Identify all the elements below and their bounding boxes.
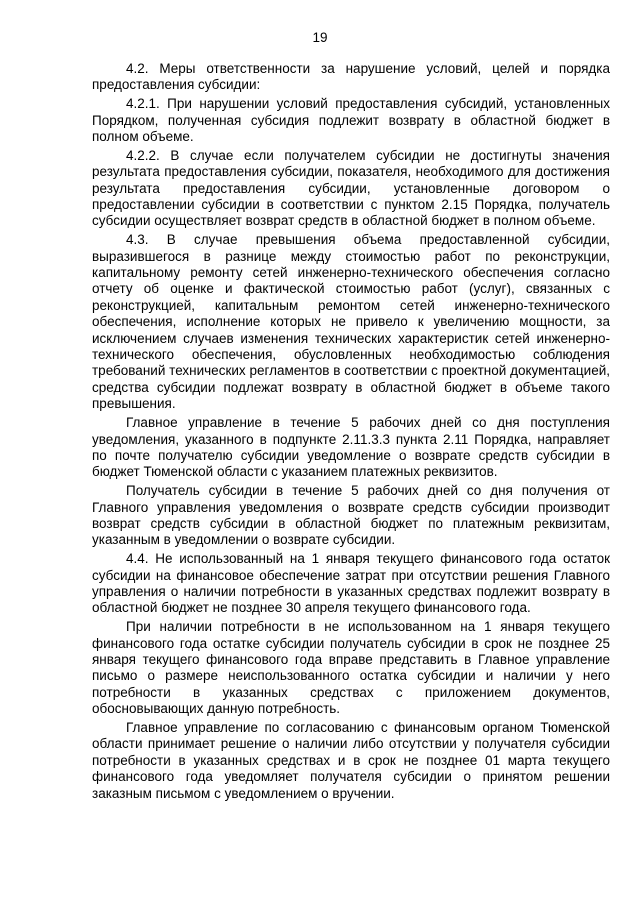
document-body [92,61,610,804]
page-number: 19 [312,30,328,45]
paragraph-4-2: 4.2. Меры ответственности за нарушение условий, целей и порядка предоставления субсидии: [92,61,610,93]
paragraph-decision: Главное управление по согласованию с финансовым органом Тюменской области принимает решение о наличии либо отсутствии у получателя субсидии потребности в указанных средствах и в срок не позднее 01 марта текущего финансового года уведомляет получателя субсидии о принятом решении заказным письмом с уведомлением о вручении. [92,719,610,801]
paragraph-4-3: 4.3. В случае превышения объема предоставленной субсидии, выразившегося в разнице между стоимостью работ по реконструкции, капитальному ремонту сетей инженерно-технического обеспечения согласно отчету об оценке и фактической стоимостью работ (услуг), связанных с реконструкцией, капитальным ремонтом сетей инженерно-технического обеспечения, исполнение которых не привело к увеличению мощности, за исключением случаев изменения технических характеристик сетей инженерно-технического обеспечения, обусловленных необходимостью соблюдения требований технических регламентов в соответствии с проектной документацией, средства субсидии подлежат возврату в областной бюджет в объеме такого превышения. [92,232,610,412]
paragraph-notification: Главное управление в течение 5 рабочих дней со дня поступления уведомления, указанного в подпункте 2.11.3.3 пункта 2.11 Порядка, направляет по почте получателю субсидии уведомление о возврате средств субсидии в бюджет Тюменской области с указанием платежных реквизитов. [92,415,610,480]
paragraph-4-4: 4.4. Не использованный на 1 января текущего финансового года остаток субсидии на финансовое обеспечение затрат при отсутствии решения Главного управления о наличии потребности в указанных средствах подлежит возврату в областной бюджет не позднее 30 апреля текущего финансового года. [92,551,610,616]
paragraph-4-2-1: 4.2.1. При нарушении условий предоставления субсидий, установленных Порядком, полученная субсидия подлежит возврату в областной бюджет в полном объеме. [92,96,610,145]
paragraph-4-2-2: 4.2.2. В случае если получателем субсидии не достигнуты значения результата предоставления субсидии, показателя, необходимого для достижения результата предоставления субсидии, установленные договором о предоставлении субсидии в соответствии с пунктом 2.15 Порядка, получатель субсидии осуществляет возврат средств в областной бюджет в полном объеме. [92,147,610,229]
paragraph-remaining-need: При наличии потребности в не использованном на 1 января текущего финансового года остатке субсидии получатель субсидии в срок не позднее 25 января текущего финансового года вправе представить в Главное управление письмо о размере неиспользованного остатка субсидии и наличии у него потребности в указанных средствах с приложением документов, обосновывающих данную потребность. [92,619,610,717]
paragraph-refund: Получатель субсидии в течение 5 рабочих дней со дня получения от Главного управления уведомления о возврате средств субсидии производит возврат средств субсидии в областной бюджет по платежным реквизитам, указанным в уведомлении о возврате субсидии. [92,483,610,548]
